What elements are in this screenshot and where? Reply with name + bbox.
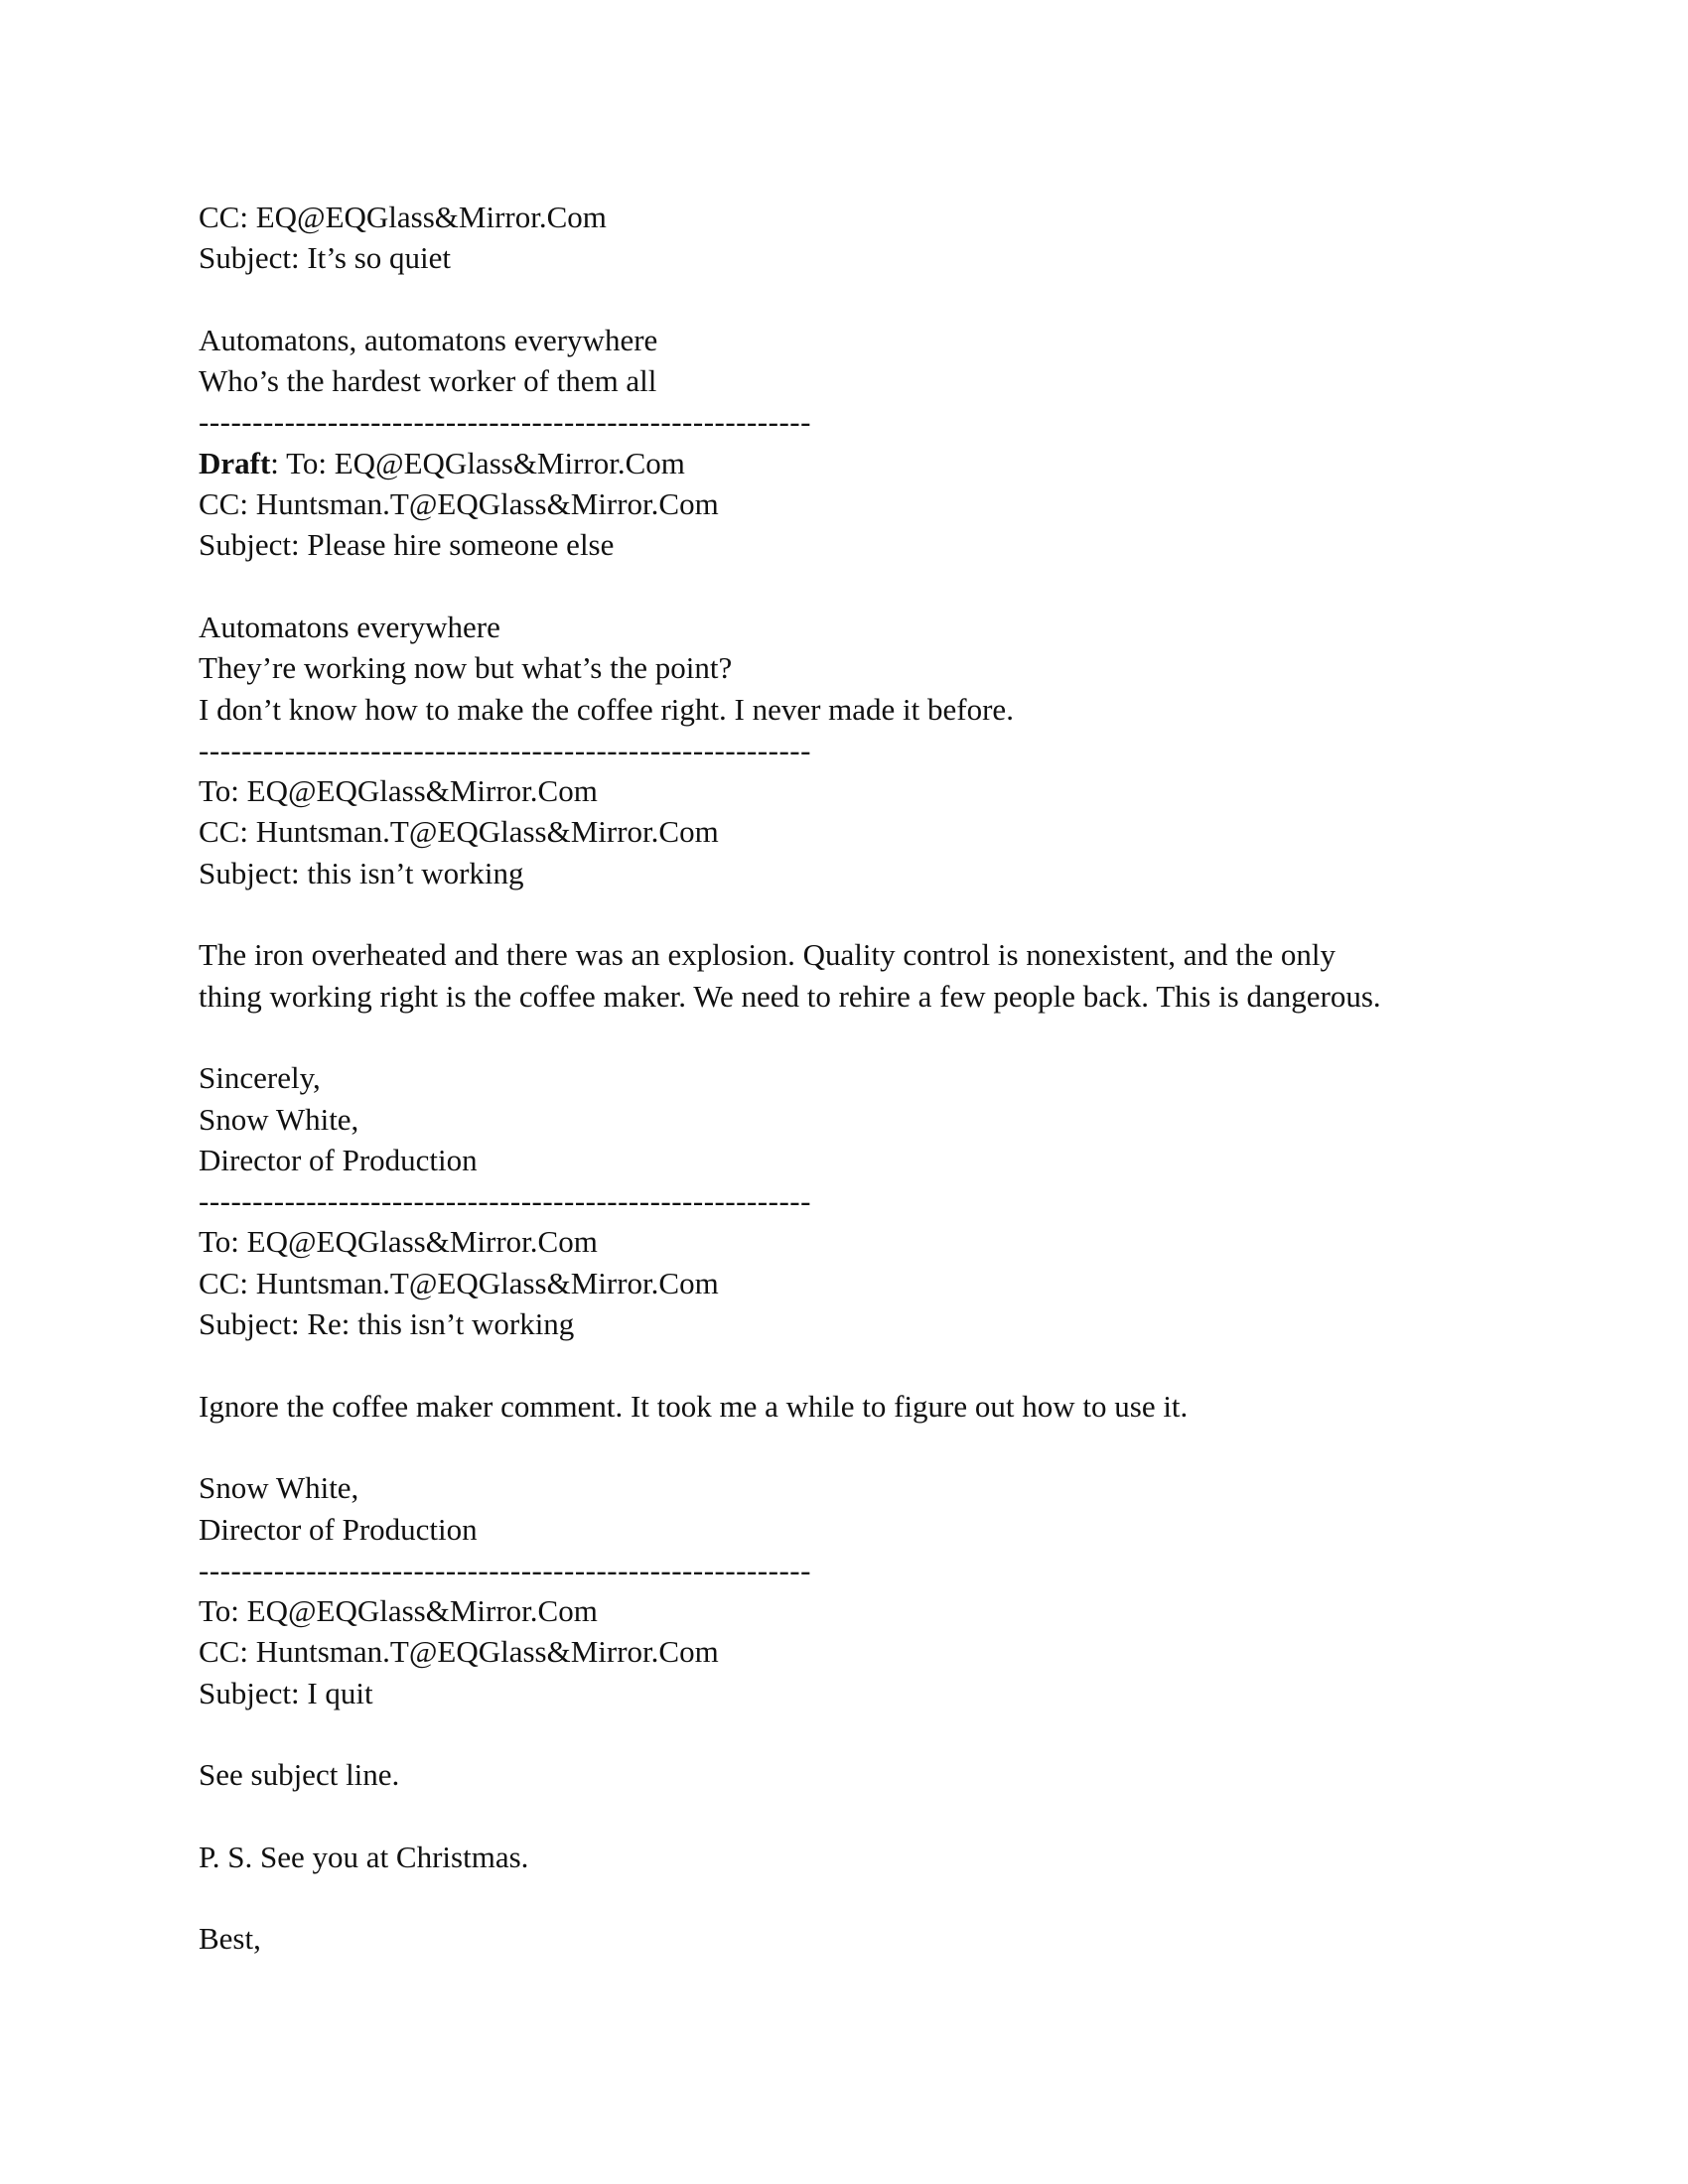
separator-line: ---------------------------------------------------------: [199, 1552, 811, 1587]
email-body-line: thing working right is the coffee maker. We need to rehire a few people back. This is dangerous.: [199, 978, 1381, 1014]
separator-line: ---------------------------------------------------------: [199, 1183, 811, 1219]
email-body-line: Automatons everywhere: [199, 609, 500, 644]
blank-line: [199, 1427, 1509, 1467]
email-signoff-line: Best,: [199, 1921, 261, 1957]
email-block-5: [199, 1590, 1509, 1960]
email-signature-title: Director of Production: [199, 1142, 478, 1177]
email-cc-line: CC: Huntsman.T@EQGlass&Mirror.Com: [199, 486, 719, 522]
email-body-line: Who’s the hardest worker of them all: [199, 363, 657, 399]
email-cc-line: CC: Huntsman.T@EQGlass&Mirror.Com: [199, 1265, 719, 1300]
email-block-3: [199, 770, 1509, 1180]
blank-line: [199, 893, 1509, 934]
email-to-address: : To: EQ@EQGlass&Mirror.Com: [270, 445, 685, 480]
email-to-line: [199, 443, 1509, 483]
blank-line: [199, 279, 1509, 320]
email-body-line: Automatons, automatons everywhere: [199, 322, 658, 357]
email-block-2: [199, 443, 1509, 730]
email-body-line: See subject line.: [199, 1757, 400, 1793]
email-block-4: [199, 1221, 1509, 1549]
email-block-1: [199, 197, 1509, 401]
email-subject-line: Subject: It’s so quiet: [199, 240, 452, 276]
email-body-line: The iron overheated and there was an explosion. Quality control is nonexistent, and the only: [199, 937, 1336, 973]
email-subject-line: Subject: Re: this isn’t working: [199, 1306, 575, 1342]
email-body-line: They’re working now but what’s the point?: [199, 650, 733, 686]
email-subject-line: Subject: this isn’t working: [199, 855, 524, 890]
email-subject-line: Subject: Please hire someone else: [199, 527, 615, 563]
email-to-line: To: EQ@EQGlass&Mirror.Com: [199, 1593, 598, 1629]
email-to-line: To: EQ@EQGlass&Mirror.Com: [199, 773, 598, 809]
email-cc-line: CC: Huntsman.T@EQGlass&Mirror.Com: [199, 814, 719, 850]
email-signoff-line: Sincerely,: [199, 1060, 321, 1096]
blank-line: [199, 1344, 1509, 1385]
email-subject-line: Subject: I quit: [199, 1675, 373, 1710]
email-body-line: I don’t know how to make the coffee right. I never made it before.: [199, 691, 1014, 727]
email-to-line: To: EQ@EQGlass&Mirror.Com: [199, 1224, 598, 1260]
email-signature-name: Snow White,: [199, 1470, 359, 1506]
email-ps-line: P. S. See you at Christmas.: [199, 1839, 529, 1874]
email-cc-line: CC: EQ@EQGlass&Mirror.Com: [199, 200, 607, 234]
document-page: [199, 197, 1509, 1960]
blank-line: [199, 566, 1509, 607]
separator-line: ---------------------------------------------------------: [199, 404, 811, 440]
blank-line: [199, 1017, 1509, 1057]
email-cc-line: CC: Huntsman.T@EQGlass&Mirror.Com: [199, 1634, 719, 1670]
email-signature-name: Snow White,: [199, 1101, 359, 1137]
draft-label: Draft: [199, 445, 271, 480]
blank-line: [199, 1877, 1509, 1918]
separator-line: ---------------------------------------------------------: [199, 732, 811, 767]
email-body-line: Ignore the coffee maker comment. It took me a while to figure out how to use it.: [199, 1388, 1189, 1424]
blank-line: [199, 1796, 1509, 1837]
blank-line: [199, 1713, 1509, 1754]
email-signature-title: Director of Production: [199, 1511, 478, 1547]
